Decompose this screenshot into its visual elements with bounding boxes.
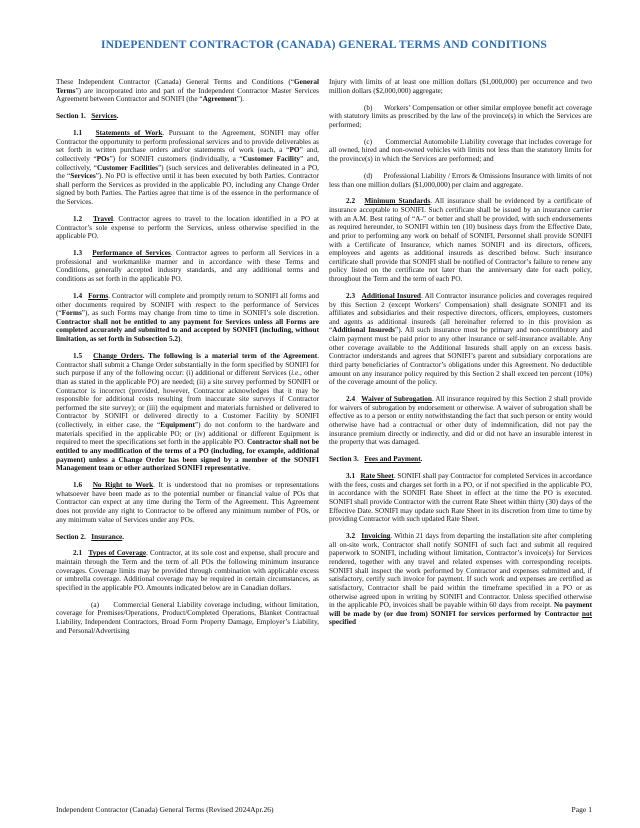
- clause-2-1-b: (b) Workers’ Compensation or other similar employee benefit act coverage with statutory limits as prescribed by the law of the province(s) in which the Services are performed;: [329, 103, 594, 129]
- clause-2-1: 2.1 Types of Coverage. Contractor, at its sole cost and expense, shall procure and maintain through the Term and the term of all POs the following minimum insurance coverages. Coverage limits may be provided through combination with applicable excess or umbrella coverage. Additional coverage may be required in certain circumstances, as specified in the applicable PO. Amounts indicated below are in Canadian dollars.: [56, 549, 319, 592]
- clause-2-1-d: (d) Professional Liability / Errors & Omissions Insurance with limits of not less than one million dollars ($1,000,000) per claim and aggregate.: [329, 171, 594, 189]
- left-column: [56, 78, 319, 806]
- page-footer: [56, 805, 592, 814]
- clause-1-5: 1.5 Change Orders. The following is a material term of the Agreement. Contractor shall submit a Change Order substantially in the form specified by SONIFI for such purpose if any of the following occur: (i) additional or different Services (i.e., other than as stated in the applicable PO) are needed; (ii) a site survey performed by SONIFI or Contractor is incorrect (provided, however, Contractor acknowledges that it may be responsible for additional costs resulting from inaccurate site surveys if Contractor performed the site survey); or (iii) the equipment and materials furnished or delivered to Contractor by SONIFI or delivered directly to a Customer Facility by SONIFI (collectively, in either case, the “Equipment”) do not conform to the hardware and materials specified in the applicable PO; or (iv) additional or different Equipment is required to meet the specifications set forth in the applicable PO. Contractor shall not be entitled to any modification of the terms of a PO (including, for example, additional payment) unless a Change Order has been signed by a member of the SONIFI Management team or other authorized SONIFI representative.: [56, 352, 320, 473]
- footer-page-number: Page 1: [571, 805, 592, 814]
- clause-1-2: 1.2 Travel. Contractor agrees to travel to the location identified in a PO at Contractor’s sole expense to perform the Services, unless otherwise specified in the applicable PO.: [56, 215, 320, 241]
- clause-1-6: 1.6 No Right to Work. It is understood that no promises or representations whatsoever have been made as to the potential number or financial value of POs that Contractor can expect at any time during the Term of the Agreement. This Agreement does not provide any right to Contractor to be offered any minimum number of POs, or any minimum value of Services under any POs.: [56, 481, 319, 524]
- clause-3-2: 3.2 Invoicing. Within 21 days from departing the installation site after completing all on-site work, Contractor shall notify SONIFI of such fact and submit all required paperwork to SONIFI, including without limitation, Contractor’s invoice(s) for Services rendered, together with any travel and related expenses with corresponding receipts. SONIFI shall inspect the work performed by Contractor and expenses submitted and, if satisfactory, certify such invoice for payment. If such work and expenses are certified as satisfactory, Contractor shall be paid within the timeframe specified in a PO or as otherwise agreed upon in writing by SONIFI and Contractor. Unless specified otherwise in the applicable PO, invoices shall be payable within 60 days from receipt. No payment will be made by (or due from) SONIFI for services performed by Contractor not specified: [329, 532, 593, 627]
- clause-2-2: 2.2 Minimum Standards. All insurance shall be evidenced by a certificate of insurance acceptable to SONIFI. Such certificate shall be issued by an insurance carrier with an A.M. Best rating of “A-” or better and shall be provided, with such endorsements as required hereunder, to SONIFI within ten (10) business days from the Effective Date, and prior to performing any work on behalf of SONIFI, Personnel shall provide SONIFI with a Certificate of Insurance, which names SONIFI and its directors, officers, employees and agents as additional insureds as described below. Such insurance certificate shall provide that SONIFI shall be notified of Contractor’s failure to renew any policy listed on the certificate not later than the anniversary date for each policy, throughout the Term and the term of each PO.: [329, 197, 592, 284]
- section-1-heading: Section 1. Services.: [56, 112, 119, 121]
- footer-document-name: Independent Contractor (Canada) General Terms (Revised 2024Apr.26): [56, 805, 274, 814]
- section-2-heading: Section 2. Insurance.: [56, 532, 125, 541]
- clause-1-3: 1.3 Performance of Services. Contractor agrees to perform all Services in a professional and workmanlike manner and in accordance with these Terms and Conditions, generally accepted industry standards, and any additional terms and conditions as set forth in the applicable PO.: [56, 249, 319, 284]
- clause-2-1-a: (a) Commercial General Liability coverage including, without limitation, coverage for Premises/Operations, Product/Completed Operations, Blanket Contractual Liability, Independent Contractors, Broad Form Property Damage, Employer’s Liability, and Personal/Advertising: [56, 600, 321, 635]
- clause-1-4: 1.4 Forms. Contractor will complete and promptly return to SONIFI all forms and other documents required by SONIFI with respect to the performance of Services (“Forms”), as such Forms may change from time to time in SONIFI’s sole discretion. Contractor shall not be entitled to any payment for Services unless all Forms are completed accurately and submitted to and accepted by SONIFI (including, without limitation, as set forth in Subsection 5.2).: [56, 291, 319, 344]
- section-3-heading: Section 3. Fees and Payment.: [329, 455, 423, 464]
- right-column: [329, 78, 592, 806]
- intro-paragraph: These Independent Contractor (Canada) General Terms and Conditions (“General Terms”) are incorporated into and part of the Independent Contractor Master Services Agreement between Contractor and SONIFI (the “Agreement”).: [56, 78, 319, 104]
- clause-2-3: 2.3 Additional Insured. All Contractor insurance policies and coverages required by this Section 2 (except Workers’ Compensation) shall designate SONIFI and its affiliates and subsidiaries and their respective directors, officers, employees, customers and agents as additional insureds (all hereinafter referred to in this provision as “Additional Insureds”). All such insurance must be primary and non-contributory and claim payment must be paid prior to any other insurance or self-insurance available. Any other coverage available to the Additional Insureds shall apply on an excess basis. Contractor understands and agrees that SONIFI’s parent and subsidiary corporations are third party beneficiaries of Contractor’s obligations under this Agreement. No deductible amount on any insurance policy required by this Section 2 shall exceed ten percent (10%) of the coverage amount of the policy.: [329, 291, 592, 387]
- two-column-body: [56, 78, 592, 806]
- clause-1-1: 1.1 Statements of Work. Pursuant to the Agreement, SONIFI may offer Contractor the opportunity to perform professional services and to provide deliverables as set forth in written purchase orders and/or statements of work (each, a “PO” and, collectively “POs”) for SONIFI customers (individually, a “Customer Facility” and, collectively, “Customer Facilities”) (such services and deliverables delineated in a PO, the “Services”). No PO is effective until it has been executed by both Parties. Contractor shall perform the Services as provided in the applicable PO, including any Change Order signed by both Parties. The Parties agree that time is of the essence in the performance of the Services.: [56, 129, 320, 207]
- clause-2-1-c: (c) Commercial Automobile Liability coverage that includes coverage for all owned, hired and non-owned vehicles with limits not less than the statutory limits for the province(s) in which the Services are performed; and: [329, 137, 594, 163]
- document-title: INDEPENDENT CONTRACTOR (CANADA) GENERAL TERMS AND CONDITIONS: [101, 38, 547, 51]
- clause-2-4: 2.4 Waiver of Subrogation. All insurance required by this Section 2 shall provide for waivers of subrogation by endorsement or otherwise. A waiver of subrogation shall be effective as to a person or entity notwithstanding the fact that such person or entity would otherwise have had a contractual or other duty of indemnification, did not pay the insurance premium directly or indirectly, and did or did not have an insurable interest in the property that was damaged.: [329, 395, 593, 447]
- clause-2-1-a-continued: Injury with limits of at least one million dollars ($1,000,000) per occurrence and two million dollars ($2,000,000) aggregate;: [329, 78, 592, 95]
- clause-3-1: 3.1 Rate Sheet. SONIFI shall pay Contractor for completed Services in accordance with the fees, costs and charges set forth in a PO, or if not specified in the applicable PO, in accordance with the SONIFI Rate Sheet in effect at the time the PO is executed. SONIFI shall provide Contractor with the current Rate Sheet within thirty (30) days of the Effective Date. SONIFI may update such Rate Sheet in its discretion from time to time by providing Contractor with such updated Rate Sheet.: [329, 472, 592, 524]
